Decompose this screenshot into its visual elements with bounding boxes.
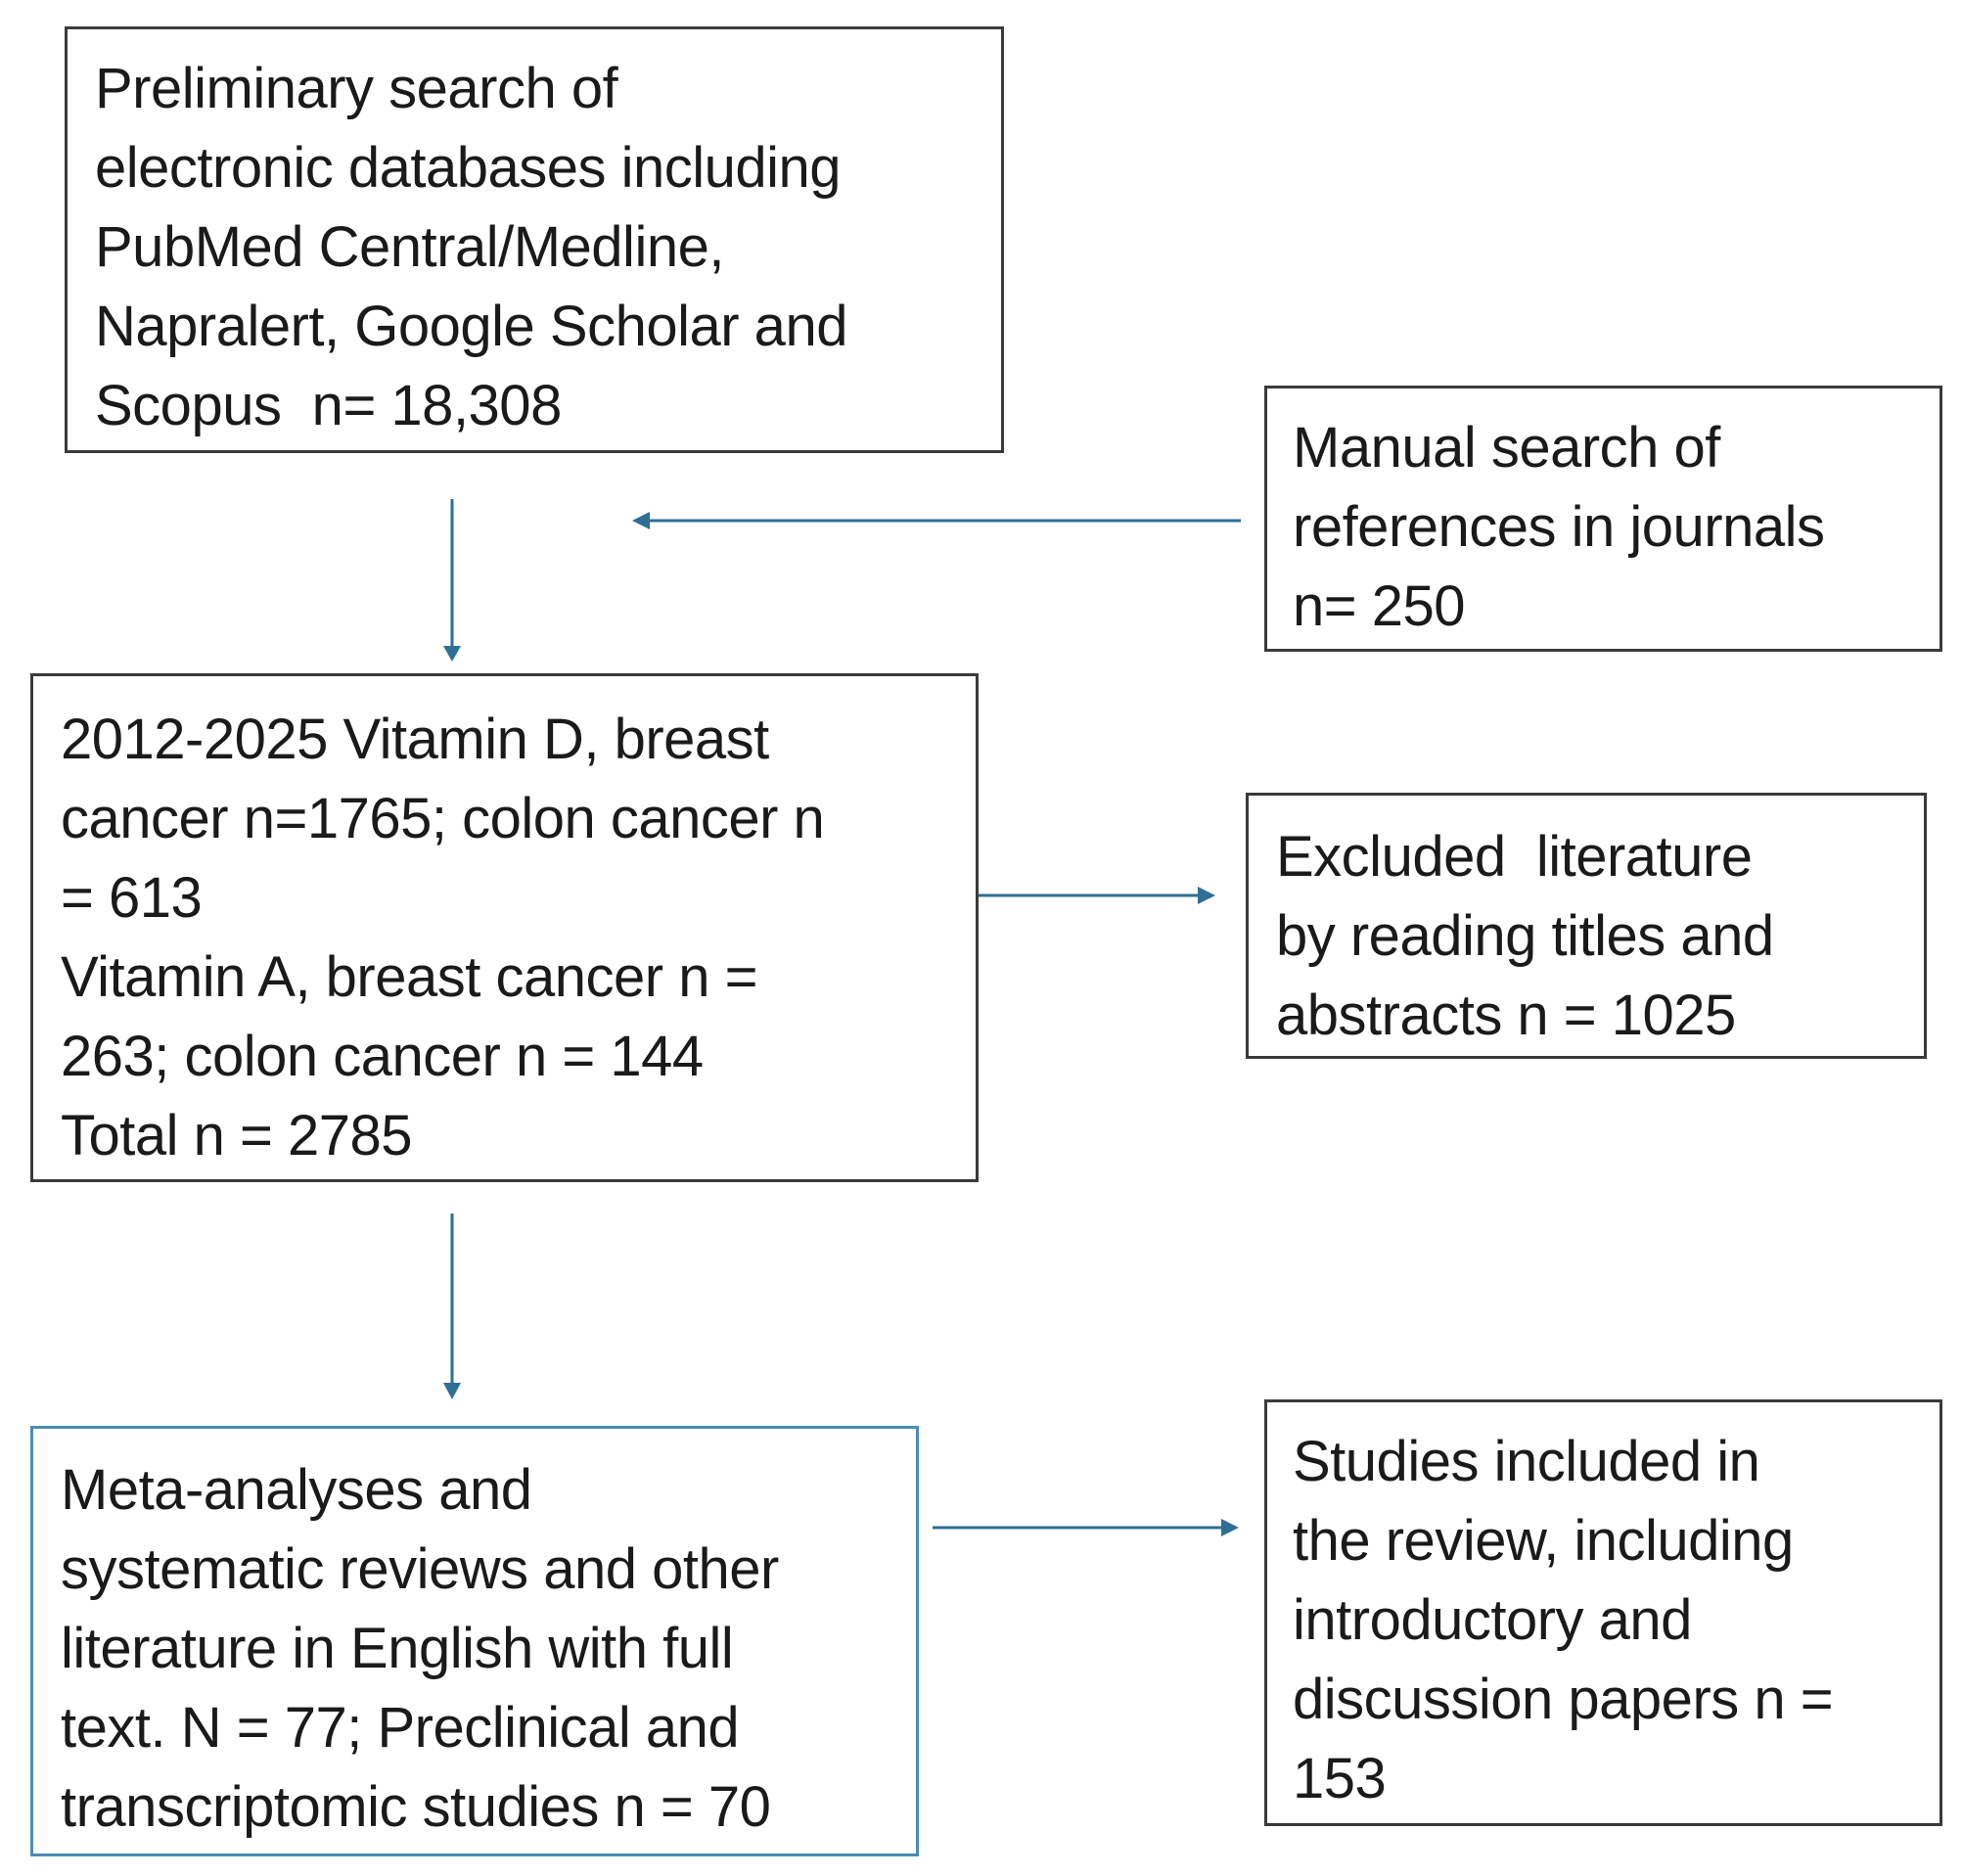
box-manual-search	[1264, 386, 1942, 652]
box-text-line: by reading titles and	[1276, 904, 1774, 968]
box-text-line: 263; colon cancer n = 144	[61, 1025, 704, 1088]
box-text-line: Manual search of	[1293, 416, 1720, 480]
box-text-line: references in journals	[1293, 495, 1825, 559]
arrow-head	[1221, 1519, 1239, 1536]
box-text-line: abstracts n = 1025	[1276, 984, 1736, 1047]
box-preliminary-search	[65, 26, 1004, 453]
box-text-line: Total n = 2785	[61, 1104, 413, 1167]
box-text-line: Vitamin A, breast cancer n =	[61, 945, 757, 1009]
box-meta-analyses	[30, 1426, 919, 1856]
box-text-line: text. N = 77; Preclinical and	[61, 1696, 740, 1760]
box-text-line: Napralert, Google Scholar and	[95, 295, 847, 358]
box-text-line: the review, including	[1293, 1509, 1794, 1573]
box-studies-included	[1264, 1399, 1942, 1826]
arrow-head	[1198, 887, 1215, 904]
box-text-line: = 613	[61, 866, 203, 930]
arrow-head	[443, 646, 461, 662]
box-text-line: Excluded literature	[1276, 825, 1753, 889]
box-text-line: Meta-analyses and	[61, 1458, 532, 1522]
box-text-line: systematic reviews and other	[61, 1537, 779, 1601]
box-text-line: introductory and	[1293, 1588, 1692, 1652]
arrow-head	[632, 512, 650, 529]
box-text-line: transcriptomic studies n = 70	[61, 1775, 771, 1839]
box-text-line: 153	[1293, 1747, 1387, 1810]
box-text-line: electronic databases including	[95, 136, 842, 200]
box-text-line: n= 250	[1293, 574, 1466, 638]
box-excluded-literature	[1246, 793, 1927, 1059]
box-text-line: 2012-2025 Vitamin D, breast	[61, 708, 769, 771]
arrow-head	[443, 1383, 461, 1399]
box-text-line: cancer n=1765; colon cancer n	[61, 787, 825, 850]
box-text-line: Scopus n= 18,308	[95, 374, 562, 437]
box-text-line: Preliminary search of	[95, 57, 618, 120]
box-text-line: literature in English with full	[61, 1617, 734, 1680]
box-vitamin-results	[30, 673, 979, 1182]
box-text-line: Studies included in	[1293, 1430, 1760, 1493]
box-text-line: discussion papers n =	[1293, 1668, 1834, 1731]
box-text-line: PubMed Central/Medline,	[95, 215, 724, 279]
